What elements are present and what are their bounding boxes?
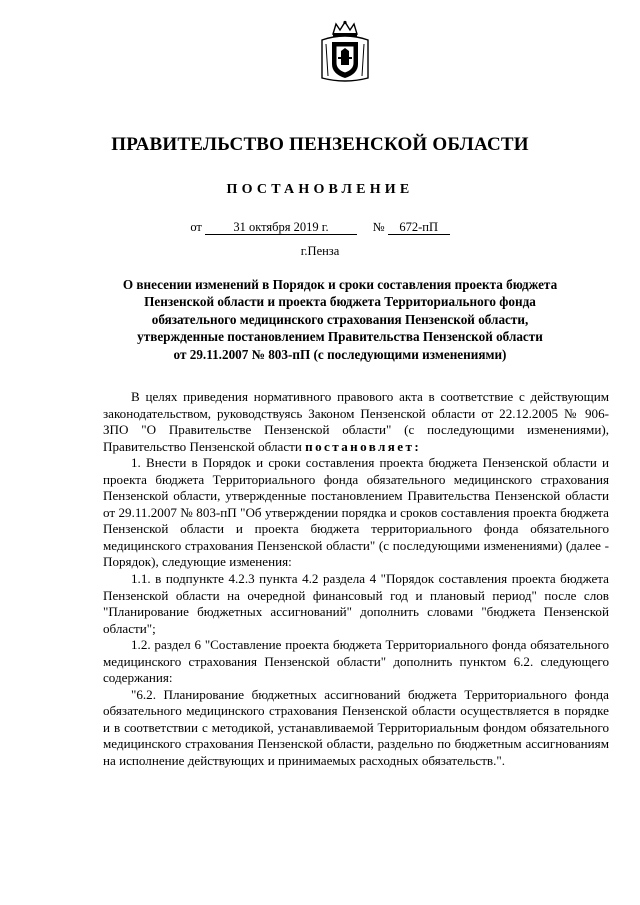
date-prefix: от <box>190 220 202 234</box>
decree-word: постановляет: <box>305 438 422 454</box>
clause-1: 1. Внести в Порядок и сроки составления проекта бюджета Пензенской области и проекта бюджета Территориального фонда обязательного медицинского страхования Пензенской области, утвержденные постановлением Правительства Пензенской области от 29.11.2007 № 803-пП "Об утверждении порядка и сроков составления проекта бюджета Пензенской области и проекта бюджета территориального фонда обязательного медицинского страхования Пензенской области" (с последующими изменениями) (далее - Порядок), следующие изменения: <box>103 455 609 570</box>
intro-paragraph <box>103 389 609 455</box>
document-type: ПОСТАНОВЛЕНИЕ <box>226 182 414 197</box>
title-line: утвержденные постановлением Правительства Пензенской области <box>137 329 543 345</box>
document-number: 672-пП <box>388 220 450 235</box>
clause-6-2-quote: "6.2. Планирование бюджетных ассигнований бюджета Территориального фонда обязательного медицинского страхования Пензенской области осуществляется в порядке и в соответствии с методикой, устанавливаемой Территориальным фондом обязательного медицинского страхования Пензенской области, раздельно по бюджетным ассигнованиям на исполнение действующих и принимаемых расходных обязательств.". <box>103 686 609 769</box>
document-date-line <box>0 220 640 235</box>
clause-1-1: 1.1. в подпункте 4.2.3 пункта 4.2 раздела 4 "Порядок составления проекта бюджета Пензенской области на очередной финансовый год и плановый период" после слов "Планирование бюджетных ассигнований" дополнить словами "бюджета Пензенской области"; <box>103 571 609 636</box>
document-city: г.Пенза <box>300 244 340 258</box>
document-date: 31 октября 2019 г. <box>205 220 357 235</box>
penza-coat-of-arms-icon <box>319 20 371 84</box>
title-line: обязательного медицинского страхования Пензенской области, <box>151 311 529 327</box>
document-title <box>100 276 580 363</box>
organization-title: ПРАВИТЕЛЬСТВО ПЕНЗЕНСКОЙ ОБЛАСТИ <box>111 134 529 155</box>
number-sign: № <box>372 220 385 234</box>
title-line: от 29.11.2007 № 803-пП (с последующими изменениями) <box>173 346 507 362</box>
title-line: О внесении изменений в Порядок и сроки составления проекта бюджета <box>122 277 558 292</box>
clause-1-2: 1.2. раздел 6 "Составление проекта бюджета Территориального фонда обязательного медицинского страхования Пензенской области" дополнить пунктом 6.2. следующего содержания: <box>103 637 609 686</box>
title-line: Пензенской области и проекта бюджета Территориального фонда <box>144 294 536 310</box>
intro-text: В целях приведения нормативного правового акта в соответствие с действующим законодательством, руководствуясь Законом Пензенской области от 22.12.2005 № 906-ЗПО "О Правительстве Пензенской области" (с последующими изменениями), Правительство Пензенской области <box>103 389 609 454</box>
document-body <box>103 389 609 770</box>
